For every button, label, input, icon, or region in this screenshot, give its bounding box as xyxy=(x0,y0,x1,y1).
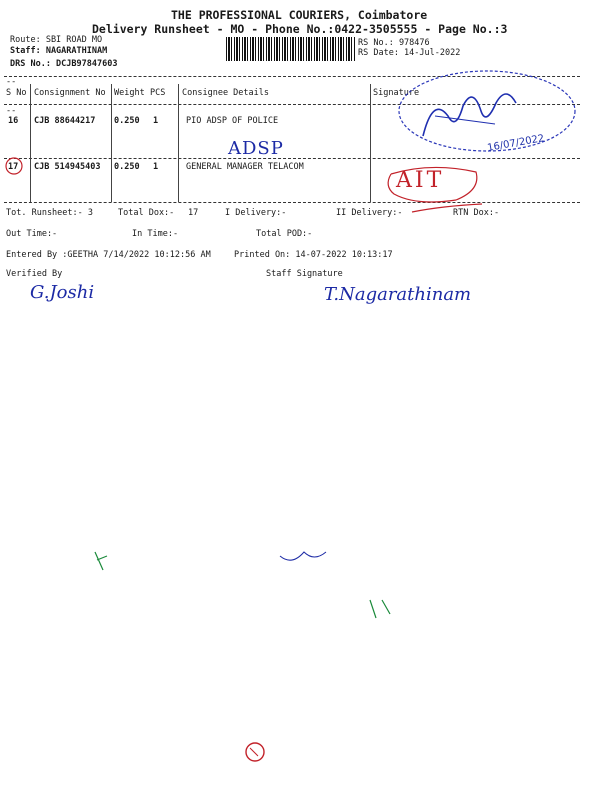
total-dox-label: Total Dox:- xyxy=(118,208,175,218)
verified-signature: G.Joshi xyxy=(30,282,95,303)
staff-label: Staff: NAGARATHINAM xyxy=(10,46,108,56)
rs-number: RS No.: 978476 xyxy=(358,38,430,48)
row1-sno: 16 xyxy=(8,116,19,126)
row1-consignment: CJB 88644217 xyxy=(34,116,96,126)
row1-consignee: PIO ADSP OF POLICE xyxy=(186,116,279,126)
col-consignee: Consignee Details xyxy=(182,88,269,98)
handwritten-ait: AIT xyxy=(396,168,445,193)
col-sno: S No xyxy=(6,88,27,98)
out-time: Out Time:- xyxy=(6,229,58,239)
company-title: THE PROFESSIONAL COURIERS, Coimbatore xyxy=(171,8,428,22)
total-pod: Total POD:- xyxy=(256,229,313,239)
i-delivery: I Delivery:- xyxy=(225,208,287,218)
stamp-date: 16/07/2022 xyxy=(486,133,546,154)
row1-weight: 0.250 xyxy=(114,116,140,126)
row2-sno: 17 xyxy=(8,162,19,172)
row2-consignee: GENERAL MANAGER TELACOM xyxy=(186,162,304,172)
drs-number: DRS No.: DCJB97847603 xyxy=(10,59,118,69)
staff-signature-label: Staff Signature xyxy=(266,269,343,279)
rs-date: RS Date: 14-Jul-2022 xyxy=(358,48,461,58)
entered-by: Entered By :GEETHA 7/14/2022 10:12:56 AM xyxy=(6,250,211,260)
printed-on: Printed On: 14-07-2022 10:13:17 xyxy=(234,250,393,260)
col-signature: Signature xyxy=(373,88,420,98)
verified-by-label: Verified By xyxy=(6,269,63,279)
staff-signature: T.Nagarathinam xyxy=(324,284,472,305)
row2-weight: 0.250 xyxy=(114,162,140,172)
ii-delivery: II Delivery:- xyxy=(336,208,403,218)
in-time: In Time:- xyxy=(132,229,179,239)
runsheet-subtitle: Delivery Runsheet - MO - Phone No.:0422-3505555 - Page No.:3 xyxy=(92,22,508,36)
route-label: Route: SBI ROAD MO xyxy=(10,35,103,45)
col-pcs: PCS xyxy=(150,88,166,98)
tot-runsheet: Tot. Runsheet:- 3 xyxy=(6,208,93,218)
row2-pcs: 1 xyxy=(153,162,159,172)
handwritten-adsp: ADSP xyxy=(228,138,284,159)
row1-pcs: 1 xyxy=(153,116,159,126)
col-consignment: Consignment No xyxy=(34,88,106,98)
row2-consignment: CJB 514945403 xyxy=(34,162,101,172)
rtn-dox: RTN Dox:- xyxy=(453,208,500,218)
col-weight: Weight xyxy=(114,88,145,98)
total-dox-value: 17 xyxy=(188,208,199,218)
